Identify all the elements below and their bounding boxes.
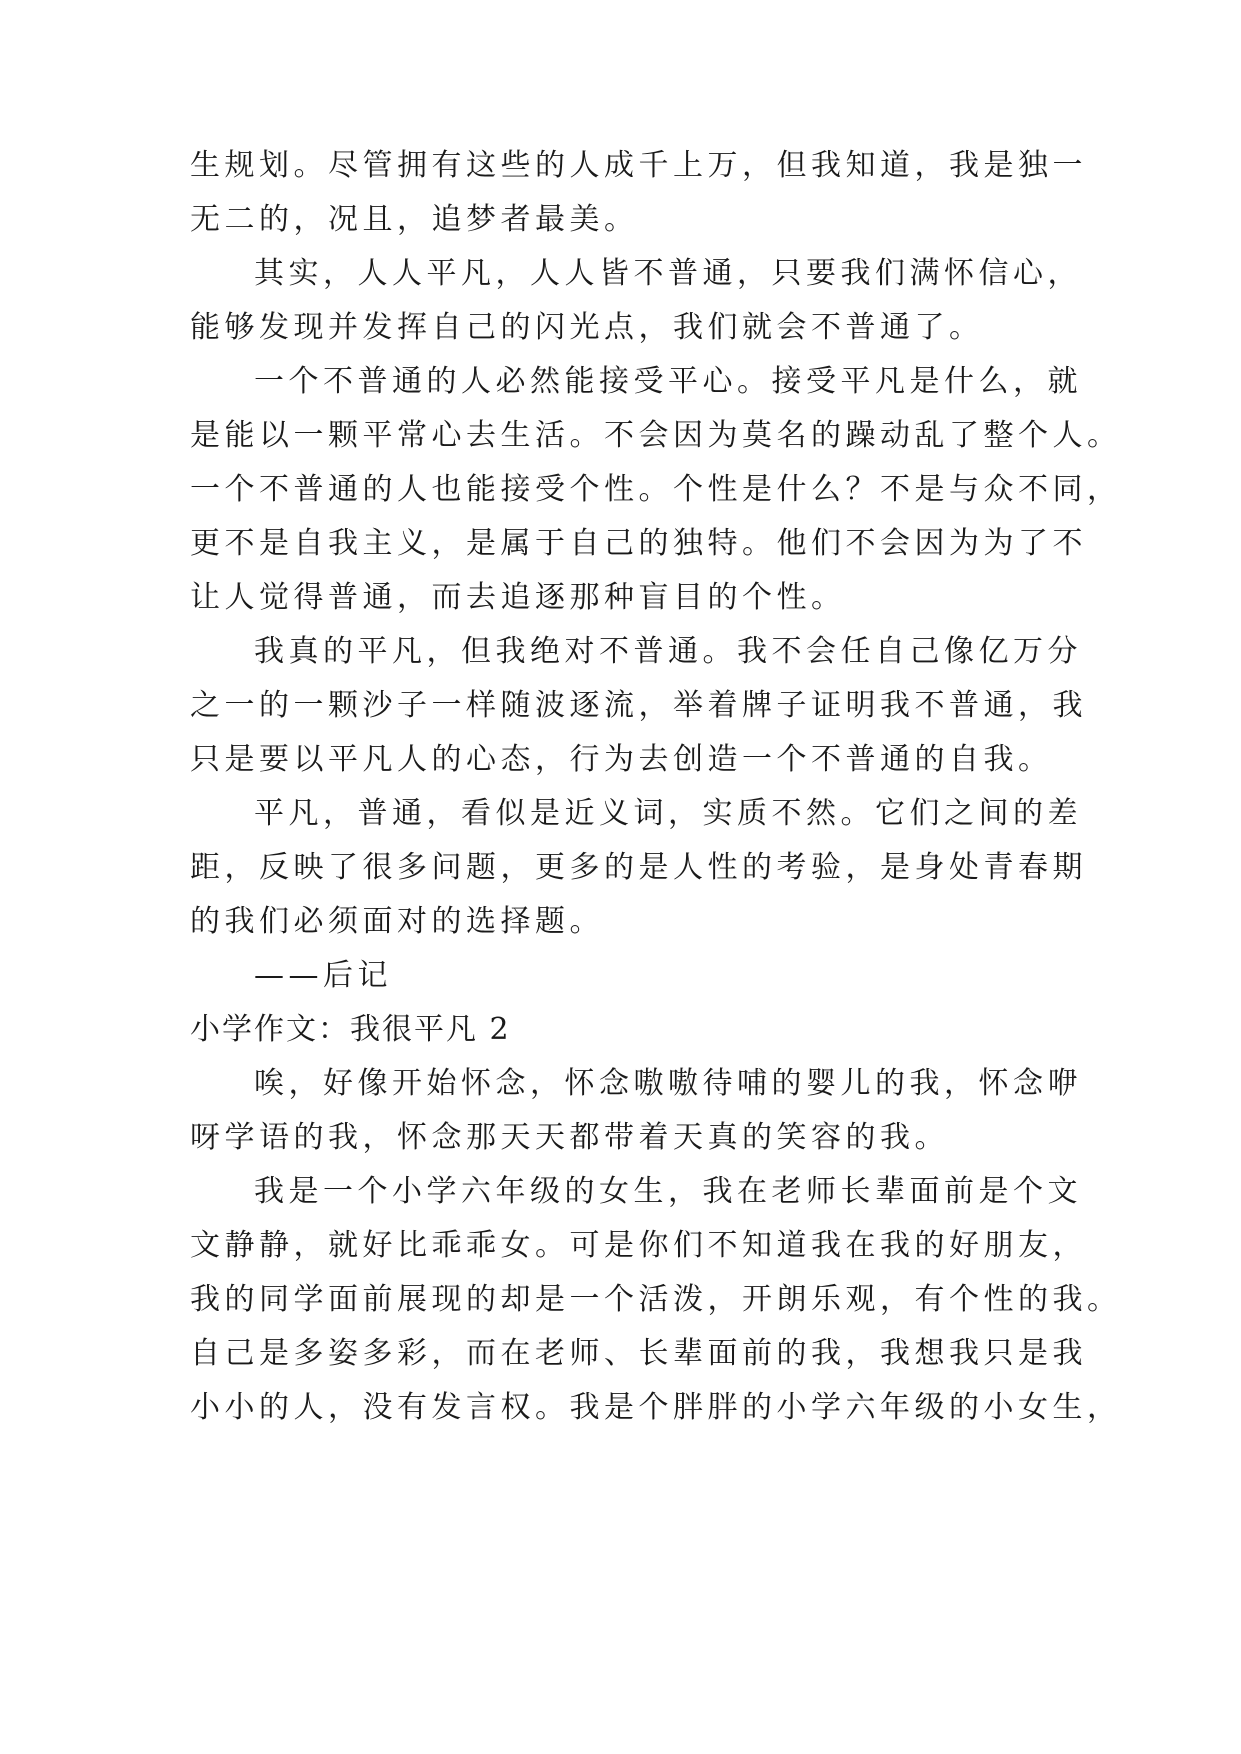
text-line: 之一的一颗沙子一样随波逐流，举着牌子证明我不普通，我: [190, 688, 1087, 723]
text-line: 我的同学面前展现的却是一个活泼，开朗乐观，有个性的我。: [190, 1282, 1122, 1317]
text-line: 距，反映了很多问题，更多的是人性的考验，是身处青春期: [190, 850, 1087, 885]
text-line: 只是要以平凡人的心态，行为去创造一个不普通的自我。: [190, 742, 1053, 777]
text-line: 生规划。尽管拥有这些的人成千上万，但我知道，我是独一: [190, 148, 1087, 183]
paragraph-start: 我真的平凡，但我绝对不普通。我不会任自己像亿万分: [254, 634, 1082, 669]
paragraph-start: 唉，好像开始怀念，怀念嗷嗷待哺的婴儿的我，怀念咿: [254, 1066, 1082, 1101]
text-line: 无二的，况且，追梦者最美。: [190, 202, 639, 237]
text-line: 能够发现并发挥自己的闪光点，我们就会不普通了。: [190, 310, 984, 345]
paragraph-start: 平凡，普通，看似是近义词，实质不然。它们之间的差: [254, 796, 1082, 831]
text-line: 呀学语的我，怀念那天天都带着天真的笑容的我。: [190, 1120, 949, 1155]
text-line: 的我们必须面对的选择题。: [190, 904, 604, 939]
paragraph-start: 一个不普通的人必然能接受平心。接受平凡是什么，就: [254, 364, 1082, 399]
afterword-signature: ——后记: [254, 958, 392, 993]
text-line: 一个不普通的人也能接受个性。个性是什么？不是与众不同，: [190, 472, 1122, 507]
text-line: 文静静，就好比乖乖女。可是你们不知道我在我的好朋友，: [190, 1228, 1087, 1263]
text-line: 自己是多姿多彩，而在老师、长辈面前的我，我想我只是我: [190, 1336, 1087, 1371]
paragraph-start: 我是一个小学六年级的女生，我在老师长辈面前是个文: [254, 1174, 1082, 1209]
section-title: 小学作文：我很平凡 2: [190, 1012, 511, 1047]
text-line: 让人觉得普通，而去追逐那种盲目的个性。: [190, 580, 846, 615]
text-line: 是能以一颗平常心去生活。不会因为莫名的躁动乱了整个人。: [190, 418, 1122, 453]
text-line: 小小的人，没有发言权。我是个胖胖的小学六年级的小女生，: [190, 1390, 1122, 1425]
paragraph-start: 其实，人人平凡，人人皆不普通，只要我们满怀信心，: [254, 256, 1082, 291]
text-line: 更不是自我主义，是属于自己的独特。他们不会因为为了不: [190, 526, 1087, 561]
